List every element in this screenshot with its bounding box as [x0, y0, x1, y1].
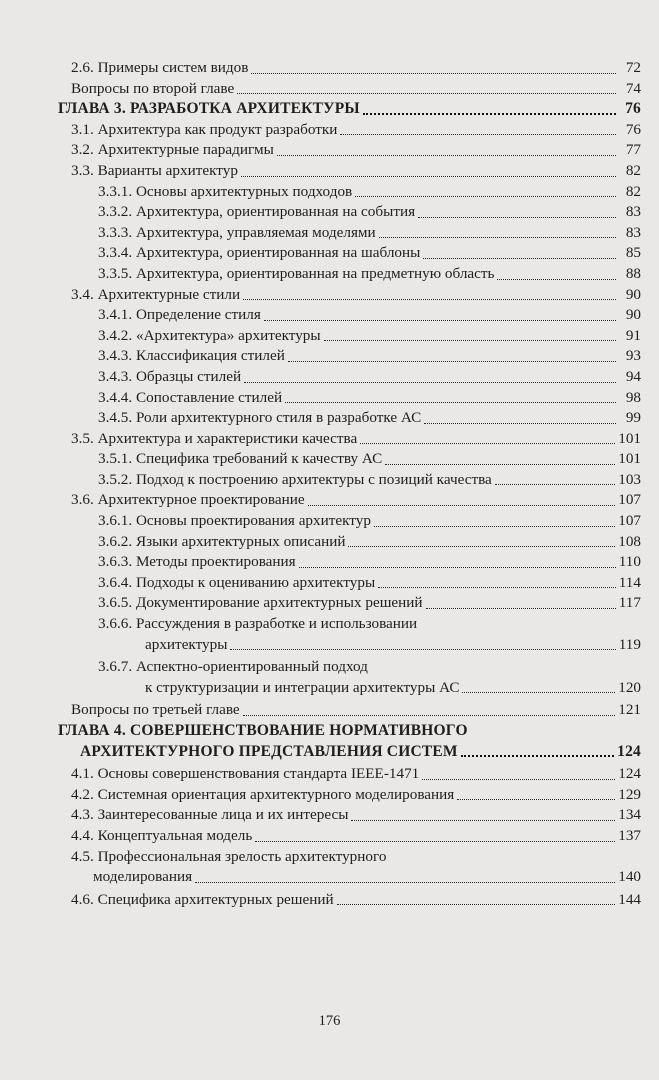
- dot-leader: [337, 904, 616, 905]
- toc-entry-page: 88: [625, 264, 641, 282]
- toc-entry-title: 3.3.1. Основы архитектурных подходов: [98, 182, 353, 200]
- toc-entry-page: 74: [625, 79, 641, 97]
- toc-entry-page: 72: [625, 59, 641, 76]
- toc-entry-title: 3.3.5. Архитектура, ориентированная на предметную область: [98, 264, 495, 282]
- toc-entry-multiline: [58, 614, 641, 655]
- dot-leader: [423, 258, 616, 259]
- dot-leader: [348, 546, 615, 547]
- dot-leader: [497, 279, 616, 280]
- toc-entry-page: 91: [625, 326, 641, 344]
- toc-entry: [58, 367, 641, 388]
- toc-entry-title: 3.4.3. Образцы стилей: [98, 367, 242, 385]
- dot-leader: [299, 567, 616, 568]
- toc-entry-page: 77: [625, 141, 641, 159]
- toc-entry-title-line1: ГЛАВА 4. СОВЕРШЕНСТВОВАНИЕ НОРМАТИВНОГО: [58, 722, 468, 739]
- toc-entry-page: 121: [618, 701, 641, 719]
- toc-entry: [58, 785, 641, 806]
- toc-entry: [58, 700, 641, 721]
- toc-entry: [58, 449, 641, 470]
- toc-entry-continuation: [98, 678, 641, 699]
- toc-entry: [58, 408, 641, 429]
- toc-entry: [58, 243, 641, 264]
- toc-entry-page: 140: [618, 868, 641, 886]
- toc-entry-multiline: [58, 847, 641, 888]
- toc-entry-page: 117: [618, 594, 641, 612]
- dot-leader: [288, 361, 616, 362]
- toc-entry-title-line1: 3.6.7. Аспектно-ориентированный подход: [98, 658, 368, 676]
- toc-entry-title-line2: АРХИТЕКТУРНОГО ПРЕДСТАВЛЕНИЯ СИСТЕМ: [80, 742, 458, 760]
- toc-entry-multiline: [58, 657, 641, 698]
- dot-leader: [360, 443, 615, 444]
- dot-leader: [355, 196, 616, 197]
- toc-entry-page: 83: [625, 203, 641, 221]
- dot-leader: [418, 217, 616, 218]
- toc-entry-title: 3.5.1. Специфика требований к качеству АС: [98, 450, 383, 468]
- toc-entry-title: 3.4.4. Сопоставление стилей: [98, 388, 283, 406]
- toc-entry: [58, 161, 641, 182]
- toc-entry-title: 4.1. Основы совершенствования стандарта IEEE-1471: [71, 765, 420, 783]
- toc-entry: [58, 305, 641, 326]
- toc-entry-title: 3.4.1. Определение стиля: [98, 306, 261, 324]
- dot-leader: [378, 587, 616, 588]
- toc-entry-page: 124: [617, 742, 641, 760]
- dot-leader: [351, 820, 615, 821]
- dot-leader: [457, 799, 615, 800]
- toc-entry-title: 3.3.2. Архитектура, ориентированная на события: [98, 203, 416, 221]
- toc-entry-title: 3.3. Варианты архитектур: [71, 161, 238, 179]
- toc-entry-title: 3.6.2. Языки архитектурных описаний: [98, 532, 346, 550]
- toc-entry: [58, 805, 641, 826]
- toc-entry-title: 3.2. Архитектурные парадигмы: [71, 141, 274, 159]
- toc-entry-page: 129: [618, 785, 641, 803]
- toc-entry-continuation: [58, 742, 641, 763]
- toc-entry-page: 76: [625, 120, 641, 138]
- toc-entry-title: ГЛАВА 3. РАЗРАБОТКА АРХИТЕКТУРЫ: [58, 100, 360, 118]
- toc-entry-title: 4.2. Системная ориентация архитектурного моделирования: [71, 785, 455, 803]
- toc-entry-page: 144: [618, 890, 641, 908]
- toc-entry-title-line2: к структуризации и интеграции архитектуры АС: [145, 678, 460, 696]
- toc-entry-page: 99: [625, 409, 641, 427]
- toc-entry-page: 90: [625, 285, 641, 303]
- dot-leader: [243, 715, 616, 716]
- toc-entry-continuation: [98, 635, 641, 656]
- toc-entry: [58, 264, 641, 285]
- toc-entry-title: 2.6. Примеры систем видов: [71, 59, 249, 76]
- dot-leader: [324, 340, 616, 341]
- toc-entry-title: 3.6.5. Документирование архитектурных решений: [98, 594, 423, 612]
- toc-entry-page: 83: [625, 223, 641, 241]
- dot-leader: [422, 779, 615, 780]
- toc-entry-title-line1: 4.5. Профессиональная зрелость архитектурного: [71, 847, 387, 865]
- toc-entry: [58, 58, 641, 79]
- toc-entry: [58, 346, 641, 367]
- toc-entry-page: 101: [618, 429, 641, 447]
- dot-leader: [340, 134, 616, 135]
- toc-entry-title: Вопросы по третьей главе: [71, 701, 240, 719]
- toc-entry-page: 103: [618, 470, 641, 488]
- toc-entry-page: 94: [625, 367, 641, 385]
- toc-entry-title: 3.3.4. Архитектура, ориентированная на шаблоны: [98, 244, 421, 262]
- dot-leader: [495, 484, 615, 485]
- toc-chapter-heading: [58, 99, 641, 120]
- toc-entry-title: 3.5. Архитектура и характеристики качества: [71, 429, 358, 447]
- toc-entry-title: Вопросы по второй главе: [71, 79, 235, 97]
- toc-entry: [58, 593, 641, 614]
- toc-entry-title: 3.4.2. «Архитектура» архитектуры: [98, 326, 321, 344]
- toc-entry-title: 4.6. Специфика архитектурных решений: [71, 890, 334, 908]
- toc-entry: [58, 470, 641, 491]
- toc-entry: [58, 223, 641, 244]
- toc-entry: [58, 79, 641, 100]
- toc-entry-page: 120: [618, 678, 641, 696]
- dot-leader: [251, 73, 616, 74]
- toc-entry: [58, 140, 641, 161]
- dot-leader: [255, 841, 615, 842]
- toc-entry-title: 3.6.1. Основы проектирования архитектур: [98, 512, 371, 530]
- toc-entry: [58, 326, 641, 347]
- toc-entry-page: 76: [625, 100, 641, 118]
- toc-entry: [58, 388, 641, 409]
- toc-entry: [58, 826, 641, 847]
- toc-entry-page: 108: [618, 532, 641, 550]
- toc-entry-page: 107: [618, 512, 641, 530]
- dot-leader: [385, 464, 615, 465]
- dot-leader: [461, 755, 614, 757]
- dot-leader: [285, 402, 616, 403]
- toc-entry-continuation: [71, 867, 641, 888]
- dot-leader: [363, 113, 616, 115]
- toc-entry-page: 101: [618, 450, 641, 468]
- toc-entry-page: 137: [618, 826, 641, 844]
- toc-entry-title: 3.6. Архитектурное проектирование: [71, 491, 305, 509]
- toc-entry: [58, 120, 641, 141]
- dot-leader: [277, 155, 616, 156]
- dot-leader: [424, 423, 616, 424]
- dot-leader: [243, 299, 616, 300]
- toc-entry: [58, 202, 641, 223]
- dot-leader: [230, 649, 615, 650]
- dot-leader: [426, 608, 616, 609]
- toc-entry-page: 119: [618, 635, 641, 653]
- toc-entry-title: 3.4.5. Роли архитектурного стиля в разработке АС: [98, 409, 422, 427]
- dot-leader: [237, 93, 616, 94]
- page-number: 176: [318, 1013, 341, 1029]
- toc-entry-title: 3.4.3. Классификация стилей: [98, 347, 285, 365]
- dot-leader: [462, 692, 615, 693]
- toc-entry-title: 3.1. Архитектура как продукт разработки: [71, 120, 338, 138]
- toc-entry: [58, 890, 641, 911]
- toc-entry: [58, 552, 641, 573]
- toc-entry: [58, 511, 641, 532]
- toc-entry-title: 3.3.3. Архитектура, управляемая моделями: [98, 223, 376, 241]
- dot-leader: [244, 382, 616, 383]
- toc-entry-page: 82: [625, 161, 641, 179]
- toc-entry-title: 3.5.2. Подход к построению архитектуры с позиций качества: [98, 470, 492, 488]
- toc-entry: [58, 573, 641, 594]
- toc-entry-page: 82: [625, 182, 641, 200]
- toc-entry-page: 124: [618, 765, 641, 783]
- toc-entry-title: 3.4. Архитектурные стили: [71, 285, 241, 303]
- toc-entry-title: 4.3. Заинтересованные лица и их интересы: [71, 806, 349, 824]
- toc-entry-page: 98: [625, 388, 641, 406]
- toc-entry-page: 110: [618, 553, 641, 571]
- toc-entry-page: 90: [625, 306, 641, 324]
- toc-entry-page: 93: [625, 347, 641, 365]
- toc-entry: [58, 764, 641, 785]
- toc-entry-title: 3.6.4. Подходы к оцениванию архитектуры: [98, 573, 376, 591]
- toc-entry: [58, 429, 641, 450]
- dot-leader: [264, 320, 616, 321]
- dot-leader: [241, 176, 616, 177]
- toc-chapter-heading-multiline: [58, 721, 641, 762]
- toc-entry-page: 107: [618, 491, 641, 509]
- toc-entry-page: 134: [618, 806, 641, 824]
- dot-leader: [374, 526, 615, 527]
- toc-entry: [58, 182, 641, 203]
- toc-entry-title: 4.4. Концептуальная модель: [71, 826, 253, 844]
- dot-leader: [195, 882, 615, 883]
- toc-entry: [58, 532, 641, 553]
- toc-entry-title-line2: моделирования: [93, 868, 193, 886]
- toc-entry-page: 114: [618, 573, 641, 591]
- dot-leader: [308, 505, 616, 506]
- toc-entry-page: 85: [625, 244, 641, 262]
- toc-entry: [58, 490, 641, 511]
- toc-entry-title: 3.6.3. Методы проектирования: [98, 553, 296, 571]
- toc-entry-title-line1: 3.6.6. Рассуждения в разработке и использовании: [98, 615, 418, 633]
- toc-entry-title-line2: архитектуры: [145, 635, 228, 653]
- table-of-contents: [58, 58, 641, 910]
- toc-entry: [58, 285, 641, 306]
- dot-leader: [379, 237, 616, 238]
